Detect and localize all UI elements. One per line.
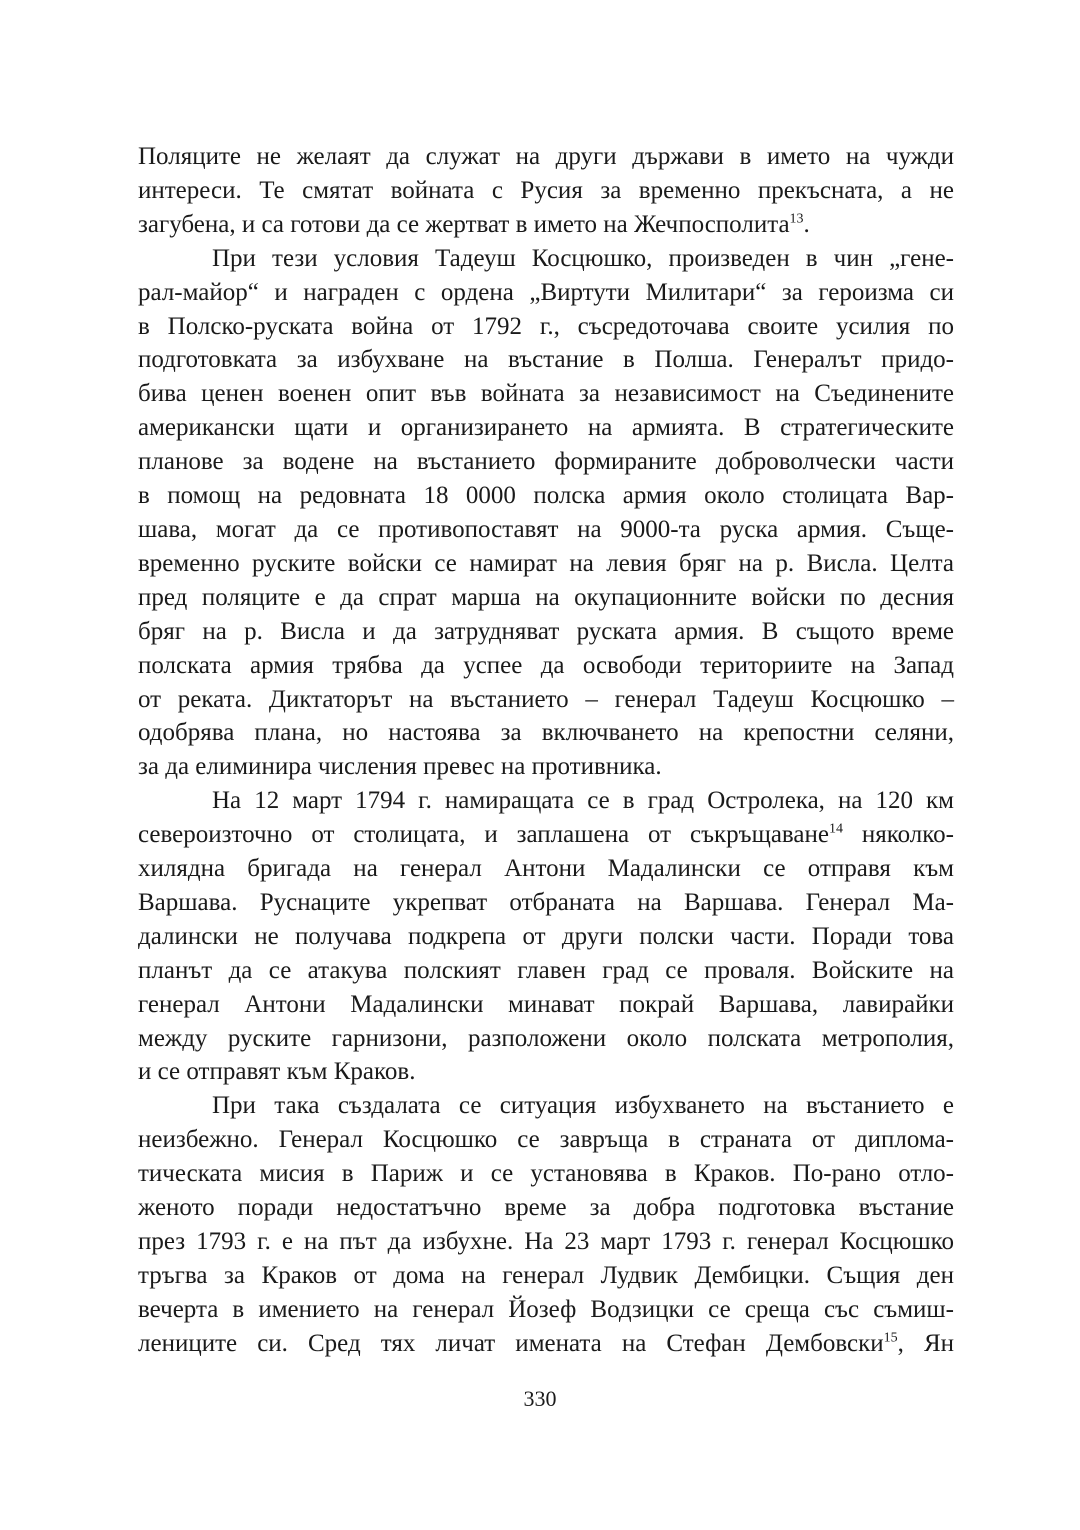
page-number: 330 [523,1386,557,1411]
text-line: и се отправят към Краков. [138,1058,416,1086]
text-line: в Полско-руската война от 1792 г., съсредоточава своите усилия по [138,312,954,340]
paragraph-4 [138,1089,954,1360]
text-line: бряг на р. Висла и да затрудняват руската армия. В същото време [138,617,954,645]
text-run: лениците си. Сред тях личат имената на Стефан Дембовски [138,1329,884,1357]
text-run: няколко- [842,821,954,849]
text-line: одобрява плана, но настоява за включването на крепостни селяни, [138,719,954,747]
text-line: женото поради недостатъчно време за добра подготовка въстание [138,1194,954,1222]
text-line: тическата мисия в Париж и се установява в Краков. По-рано отло- [138,1160,954,1188]
text-line: американски щати и организирането на армията. В стратегическите [138,414,954,442]
page-body [138,140,954,1361]
text-line: При така създалата се ситуация избухването на въстанието е [212,1092,954,1120]
text-line: от реката. Диктаторът на въстанието – генерал Тадеуш Косцюшко – [138,685,954,713]
text-line: полската армия трябва да успее да освободи териториите на Запад [138,651,954,679]
text-line: далински не получава подкрепа от други полски части. Поради това [138,922,954,950]
text-line: в помощ на редовната 18 0000 полска армия около столицата Вар- [138,482,954,510]
text-line: неизбежно. Генерал Косцюшко се завръща в страната от диплома- [138,1126,954,1154]
text-run: североизточно от столицата, и заплашена от съкръщаване [138,821,829,849]
text-line: между руските гарнизони, разположени около полската метрополия, [138,1024,954,1052]
footnote-ref-13: 13 [789,211,804,227]
text-line: подготовката за избухване на въстание в Полша. Генералът придо- [138,346,954,374]
text-line: генерал Антони Мадалински минават покрай Варшава, лавирайки [138,990,954,1018]
text-line: Поляците не желаят да служат на други държави в името на чужди [138,143,954,170]
footnote-ref-14: 14 [828,821,843,837]
paragraph-3 [138,784,954,1089]
text-line: временно руските войски се намират на левия бряг на р. Висла. Целта [138,549,954,577]
text-line: тръгва за Краков от дома на генерал Лудвик Дембицки. Същия ден [138,1261,954,1289]
paragraph-1 [138,140,954,242]
text-line: хилядна бригада на генерал Антони Мадалински се отправя към [138,855,954,883]
text-line [138,208,954,242]
footnote-ref-15: 15 [883,1330,898,1346]
text-line: пред поляците е да спрат марша на окупационните войски по десния [138,583,954,611]
text-line [138,818,954,852]
text-line: планът да се атакува полският главен град се проваля. Войските на [138,956,954,984]
text-line: бива ценен военен опит във войната за независимост на Съединените [138,380,954,408]
text-line: На 12 март 1794 г. намиращата се в град Остролека, на 120 км [212,787,954,815]
text-line: през 1793 г. е на път да избухне. На 23 март 1793 г. генерал Косцюшко [138,1228,954,1255]
text-line: При тези условия Тадеуш Косцюшко, произведен в чин „гене- [212,244,954,272]
text-line [138,1327,954,1361]
text-line: планове за водене на въстанието формираните доброволчески части [138,448,954,476]
text-run: . [803,210,810,238]
text-line: рал-майор“ и награден с ордена „Виртути Милитари“ за героизма си [138,278,954,306]
text-line: Варшава. Руснаците укрепват отбраната на Варшава. Генерал Ма- [138,888,954,916]
text-line: за да елиминира числения превес на противника. [138,753,662,781]
text-line: интереси. Те смятат войната с Русия за временно прекъсната, а не [138,176,954,204]
text-run: , Ян [897,1329,954,1357]
paragraph-2 [138,242,954,785]
text-line: вечерта в имението на генерал Йозеф Водзицки се среща със съмиш- [138,1295,954,1323]
text-run: загубена, и са готови да се жертват в името на Жечпосполита [138,210,790,238]
text-line: шава, могат да се противопоставят на 9000-та руска армия. Съще- [138,515,954,543]
